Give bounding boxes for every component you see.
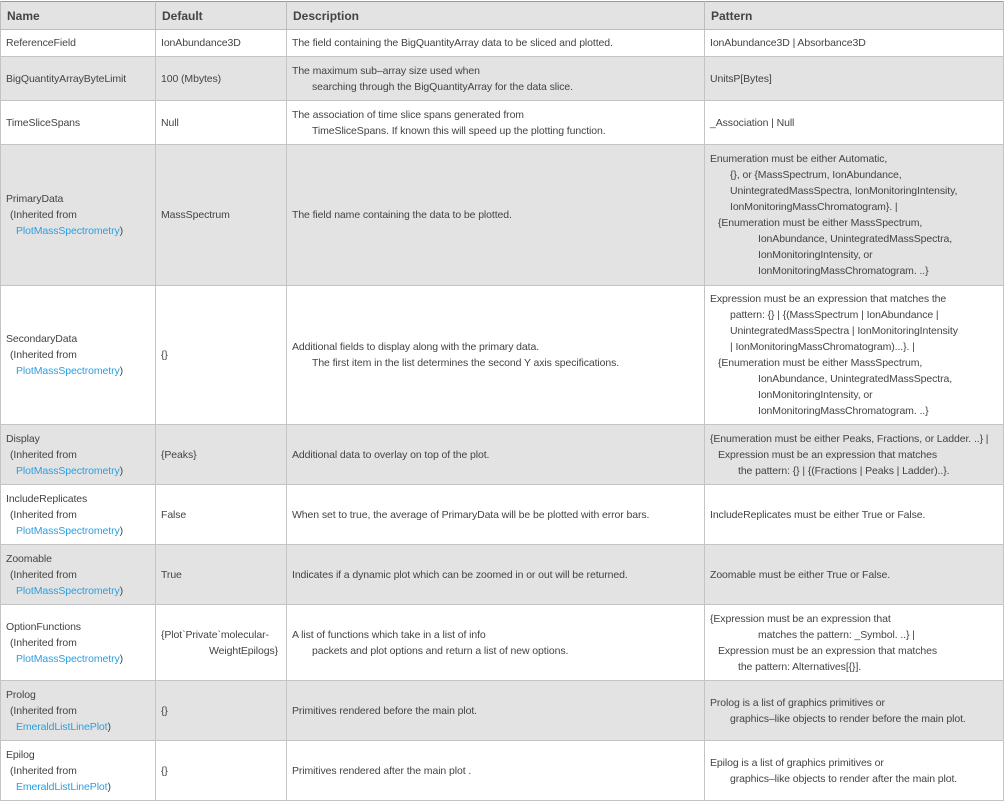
inherited-link[interactable]: PlotMassSpectrometry [16, 652, 120, 665]
options-table [0, 1, 1004, 801]
table-row [1, 101, 1004, 145]
option-name-cell [1, 605, 156, 681]
default-value: 100 (Mbytes) [161, 72, 222, 85]
default-cell [156, 605, 287, 681]
description-line: Indicates if a dynamic plot which can be zoomed in or out will be returned. [292, 568, 628, 581]
inherited-link[interactable]: EmeraldListLinePlot [16, 780, 108, 793]
default-value: MassSpectrum [161, 209, 230, 221]
inherited-link[interactable]: EmeraldListLinePlot [16, 720, 108, 733]
inherited-link[interactable]: PlotMassSpectrometry [16, 464, 120, 477]
pattern-line: UnitsP[Bytes] [710, 72, 772, 85]
inherited-label: (Inherited from [10, 349, 77, 361]
description-cell [287, 145, 705, 286]
pattern-cell [705, 605, 1004, 681]
option-name-cell [1, 101, 156, 145]
option-name: OptionFunctions [6, 620, 81, 633]
description-line: The field containing the BigQuantityArray data to be sliced and plotted. [292, 37, 613, 49]
inherited-label: (Inherited from [10, 764, 77, 777]
description-cell [287, 741, 705, 801]
default-value: WeightEpilogs} [209, 644, 279, 657]
description-cell [287, 57, 705, 101]
inherited-line [6, 779, 150, 795]
pattern-line: IonAbundance, UnintegratedMassSpectra, [758, 233, 953, 245]
default-value: {} [161, 764, 168, 777]
table-row [1, 30, 1004, 57]
description-cell [287, 425, 705, 485]
default-value: {Peaks} [161, 448, 197, 461]
option-name: BigQuantityArrayByteLimit [6, 72, 127, 85]
default-cell [156, 145, 287, 286]
inherited-line [6, 463, 150, 479]
description-cell [287, 545, 705, 605]
option-name: Display [6, 432, 40, 445]
pattern-cell [705, 741, 1004, 801]
default-cell [156, 681, 287, 741]
pattern-line: {}, or {MassSpectrum, IonAbundance, [730, 169, 902, 181]
inherited-suffix: ) [119, 464, 124, 477]
pattern-line: graphics–like objects to render before the main plot. [730, 712, 966, 725]
inherited-link[interactable]: PlotMassSpectrometry [16, 225, 120, 237]
default-cell [156, 101, 287, 145]
default-value: Null [161, 116, 179, 129]
pattern-line: graphics–like objects to render after the main plot. [730, 772, 958, 785]
table-body [1, 30, 1004, 801]
description-cell [287, 485, 705, 545]
table-row [1, 485, 1004, 545]
pattern-line: {Enumeration must be either Peaks, Fractions, or Ladder. ..} | [710, 432, 989, 445]
pattern-line: Zoomable must be either True or False. [710, 568, 891, 581]
inherited-suffix: ) [107, 720, 111, 733]
inherited-line [6, 583, 150, 599]
pattern-line: IonMonitoringIntensity, or [758, 389, 873, 401]
header-default: Default [156, 2, 287, 30]
default-value: IonAbundance3D [161, 37, 241, 49]
pattern-cell [705, 286, 1004, 425]
table-row [1, 425, 1004, 485]
description-cell [287, 286, 705, 425]
description-line: Additional data to overlay on top of the plot. [292, 448, 490, 461]
pattern-line: IonAbundance, UnintegratedMassSpectra, [758, 373, 953, 385]
description-line: Primitives rendered after the main plot . [292, 764, 472, 777]
description-line: The association of time slice spans generated from [292, 108, 524, 121]
pattern-cell [705, 30, 1004, 57]
header-description: Description [287, 2, 705, 30]
pattern-cell [705, 57, 1004, 101]
pattern-line: IonMonitoringIntensity, or [758, 249, 873, 261]
pattern-line: UnintegratedMassSpectra | IonMonitoringIntensity [730, 325, 958, 337]
option-name: Epilog [6, 748, 35, 761]
default-value: {} [161, 349, 168, 361]
default-value: True [161, 568, 182, 581]
description-cell [287, 30, 705, 57]
option-name-cell [1, 545, 156, 605]
header-name: Name [1, 2, 156, 30]
description-line: A list of functions which take in a list of info [292, 628, 486, 641]
option-name: SecondaryData [6, 333, 78, 345]
description-line: searching through the BigQuantityArray for the data slice. [312, 80, 573, 93]
table-row [1, 605, 1004, 681]
default-cell [156, 30, 287, 57]
inherited-line [6, 363, 150, 379]
inherited-link[interactable]: PlotMassSpectrometry [16, 365, 120, 377]
inherited-suffix: ) [107, 780, 111, 793]
pattern-line: the pattern: Alternatives[{}]. [738, 660, 862, 673]
default-cell [156, 57, 287, 101]
description-line: Primitives rendered before the main plot. [292, 704, 477, 717]
inherited-line [6, 719, 150, 735]
description-line: packets and plot options and return a list of new options. [312, 644, 569, 657]
option-name-cell [1, 681, 156, 741]
description-cell [287, 605, 705, 681]
pattern-line: IonMonitoringMassChromatogram. ..} [758, 405, 929, 417]
pattern-cell [705, 425, 1004, 485]
default-value: {} [161, 704, 168, 717]
pattern-line: IncludeReplicates must be either True or False. [710, 508, 926, 521]
inherited-suffix: ) [119, 652, 124, 665]
description-line: Additional fields to display along with the primary data. [292, 341, 540, 353]
inherited-label: (Inherited from [10, 209, 77, 221]
pattern-line: matches the pattern: _Symbol. ..} | [758, 628, 915, 641]
default-cell [156, 741, 287, 801]
pattern-line: Expression must be an expression that matches [718, 448, 938, 461]
option-name-cell [1, 425, 156, 485]
pattern-line: {Enumeration must be either MassSpectrum, [718, 357, 923, 369]
inherited-link[interactable]: PlotMassSpectrometry [16, 524, 120, 537]
option-name: Prolog [6, 688, 36, 701]
description-line: The field name containing the data to be plotted. [292, 209, 512, 221]
description-cell [287, 101, 705, 145]
inherited-line [6, 523, 150, 539]
inherited-label: (Inherited from [10, 704, 77, 717]
option-name-cell [1, 485, 156, 545]
option-name-cell [1, 57, 156, 101]
default-cell [156, 286, 287, 425]
default-value: {Plot`Private`molecular- [161, 628, 269, 641]
pattern-line: Epilog is a list of graphics primitives or [710, 756, 884, 769]
pattern-line: IonAbundance3D | Absorbance3D [710, 37, 866, 49]
pattern-line: pattern: {} | {(MassSpectrum | IonAbundance | [730, 309, 939, 321]
option-name-cell [1, 30, 156, 57]
description-cell [287, 681, 705, 741]
pattern-line: the pattern: {} | {(Fractions | Peaks | Ladder)..}. [738, 464, 950, 477]
option-name-cell [1, 286, 156, 425]
table-row [1, 681, 1004, 741]
inherited-line [6, 223, 150, 239]
pattern-line: Prolog is a list of graphics primitives or [710, 696, 885, 709]
inherited-label: (Inherited from [10, 508, 77, 521]
inherited-label: (Inherited from [10, 448, 77, 461]
option-name: IncludeReplicates [6, 492, 88, 505]
pattern-line: Expression must be an expression that matches [718, 644, 938, 657]
header-pattern: Pattern [705, 2, 1004, 30]
inherited-link[interactable]: PlotMassSpectrometry [16, 584, 120, 597]
table-row [1, 741, 1004, 801]
inherited-suffix: ) [119, 524, 124, 537]
description-line: The first item in the list determines the second Y axis specifications. [312, 357, 620, 369]
inherited-line [6, 651, 150, 667]
table-header-row [1, 2, 1004, 30]
option-name: ReferenceField [6, 37, 76, 49]
pattern-line: {Enumeration must be either MassSpectrum, [718, 217, 923, 229]
option-name-cell [1, 145, 156, 286]
inherited-label: (Inherited from [10, 636, 77, 649]
pattern-line: {Expression must be an expression that [710, 612, 891, 625]
pattern-line: | IonMonitoringMassChromatogram)...}. | [730, 341, 915, 353]
inherited-suffix: ) [119, 225, 124, 237]
default-cell [156, 545, 287, 605]
pattern-line: Expression must be an expression that matches the [710, 293, 947, 305]
option-name: TimeSliceSpans [6, 116, 81, 129]
description-line: The maximum sub–array size used when [292, 64, 480, 77]
table-row [1, 286, 1004, 425]
default-cell [156, 425, 287, 485]
default-value: False [161, 508, 187, 521]
default-cell [156, 485, 287, 545]
pattern-cell [705, 681, 1004, 741]
pattern-cell [705, 545, 1004, 605]
pattern-line: IonMonitoringMassChromatogram. ..} [758, 265, 929, 277]
pattern-line: UnintegratedMassSpectra, IonMonitoringIntensity, [730, 185, 958, 197]
inherited-suffix: ) [119, 584, 124, 597]
pattern-line: _Association | Null [710, 116, 795, 129]
table-row [1, 145, 1004, 286]
option-name: PrimaryData [6, 193, 64, 205]
pattern-line: IonMonitoringMassChromatogram}. | [730, 201, 898, 213]
description-line: When set to true, the average of PrimaryData will be be plotted with error bars. [292, 508, 650, 521]
option-name: Zoomable [6, 552, 52, 565]
description-line: TimeSliceSpans. If known this will speed up the plotting function. [312, 124, 606, 137]
pattern-line: Enumeration must be either Automatic, [710, 153, 888, 165]
option-name-cell [1, 741, 156, 801]
pattern-cell [705, 101, 1004, 145]
table-row [1, 545, 1004, 605]
inherited-suffix: ) [119, 365, 124, 377]
pattern-cell [705, 145, 1004, 286]
table-row [1, 57, 1004, 101]
inherited-label: (Inherited from [10, 568, 77, 581]
pattern-cell [705, 485, 1004, 545]
